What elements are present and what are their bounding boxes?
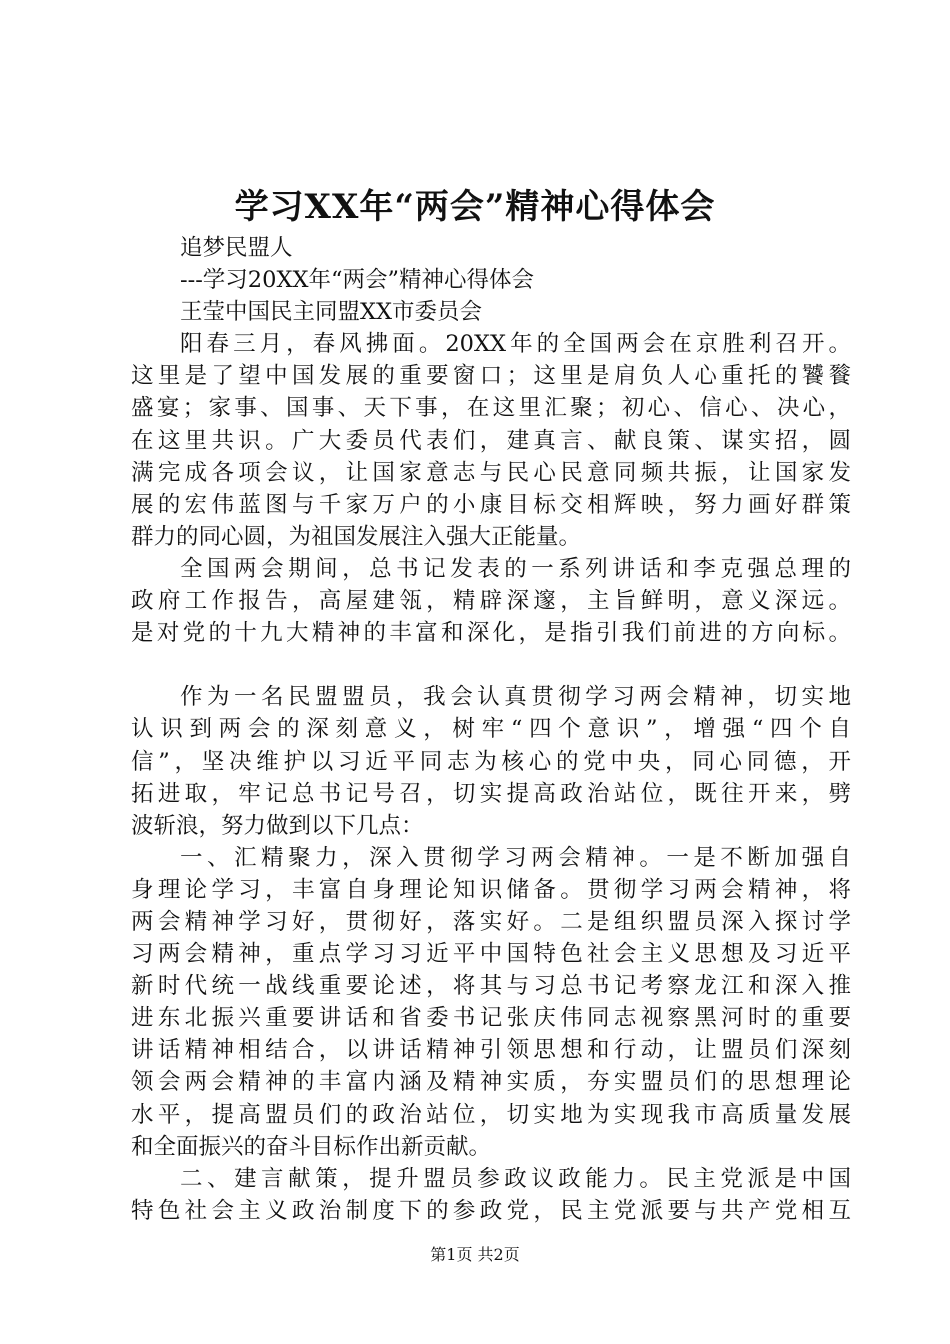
- paragraph-line: 习两会精神，重点学习习近平中国特色社会主义思想及习近平: [131, 941, 851, 968]
- paragraph-line: 盛宴；家事、国事、天下事，在这里汇聚；初心、信心、决心，: [131, 395, 851, 422]
- paragraph-line: 作为一名民盟盟员，我会认真贯彻学习两会精神，切实地: [180, 684, 851, 711]
- author-line: 王莹中国民主同盟XX市委员会: [180, 299, 483, 326]
- paragraph-line: 身理论学习，丰富自身理论知识储备。贯彻学习两会精神，将: [131, 876, 851, 903]
- paragraph-line: 特色社会主义政治制度下的参政党，民主党派要与共产党相互: [131, 1197, 851, 1224]
- paragraph-line: 进东北振兴重要讲话和省委书记张庆伟同志视察黑河时的重要: [131, 1005, 851, 1032]
- document-body: [131, 232, 851, 1227]
- paragraph-line: 波斩浪，努力做到以下几点：: [131, 812, 424, 839]
- paragraph-line: 和全面振兴的奋斗目标作出新贡献。: [131, 1133, 492, 1160]
- paragraph-line: 水平，提高盟员们的政治站位，切实地为实现我市高质量发展: [131, 1101, 851, 1128]
- paragraph-line: 群力的同心圆，为祖国发展注入强大正能量。: [131, 523, 582, 550]
- paragraph-line: 拓进取，牢记总书记号召，切实提高政治站位，既往开来，劈: [131, 780, 851, 807]
- paragraph-line: 认识到两会的深刻意义，树牢“四个意识”，增强“四个自: [131, 716, 851, 743]
- paragraph-line: 满完成各项会议，让国家意志与民心民意同频共振，让国家发: [131, 459, 851, 486]
- paragraph-line: 一、汇精聚力，深入贯彻学习两会精神。一是不断加强自: [180, 844, 851, 871]
- paragraph-line: 阳春三月，春风拂面。20XX年的全国两会在京胜利召开。: [180, 331, 851, 358]
- paragraph-line: 全国两会期间，总书记发表的一系列讲话和李克强总理的: [180, 555, 851, 582]
- paragraph-line: 领会两会精神的丰富内涵及精神实质，夯实盟员们的思想理论: [131, 1069, 851, 1096]
- paragraph-line: 信”，坚决维护以习近平同志为核心的党中央，同心同德，开: [131, 748, 851, 775]
- paragraph-line: 讲话精神相结合，以讲话精神引领思想和行动，让盟员们深刻: [131, 1037, 851, 1064]
- paragraph-line: 展的宏伟蓝图与千家万户的小康目标交相辉映，努力画好群策: [131, 491, 851, 518]
- paragraph-line: 新时代统一战线重要论述，将其与习总书记考察龙江和深入推: [131, 973, 851, 1000]
- paragraph-line: 是对党的十九大精神的丰富和深化，是指引我们前进的方向标。: [131, 620, 851, 647]
- subtitle-line: 追梦民盟人: [180, 235, 293, 261]
- page-footer: 第1页 共2页: [430, 1245, 520, 1264]
- document-title: 学习XX年“两会”精神心得体会: [234, 187, 716, 227]
- paragraph-line: 两会精神学习好，贯彻好，落实好。二是组织盟员深入探讨学: [131, 908, 851, 935]
- blank-line: [131, 649, 851, 681]
- paragraph-line: 在这里共识。广大委员代表们，建真言、献良策、谋实招，圆: [131, 427, 851, 454]
- paragraph-line: 二、建言献策，提升盟员参政议政能力。民主党派是中国: [180, 1165, 851, 1192]
- paragraph-line: 政府工作报告，高屋建瓴，精辟深邃，主旨鲜明，意义深远。: [131, 588, 851, 615]
- paragraph-line: 这里是了望中国发展的重要窗口；这里是肩负人心重托的饕餮: [131, 363, 851, 390]
- subtitle-line: ---学习20XX年“两会”精神心得体会: [180, 267, 534, 294]
